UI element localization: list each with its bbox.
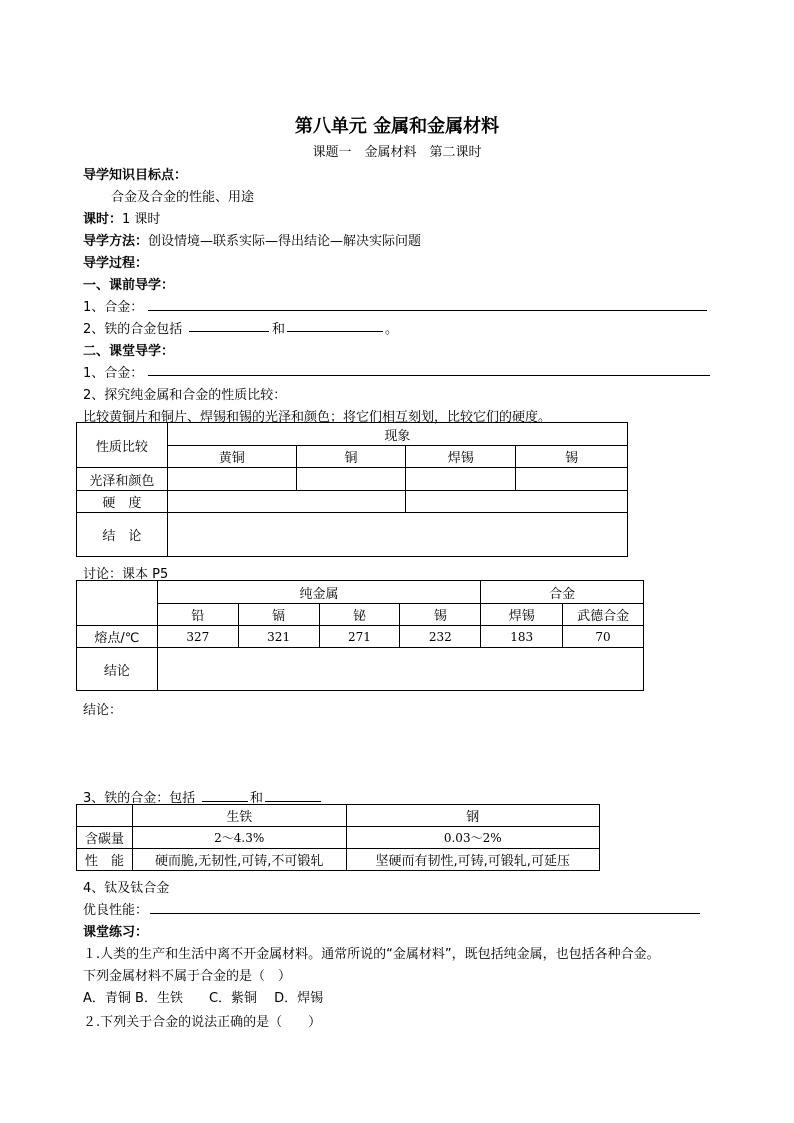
table2-row-label: 熔点/℃ xyxy=(77,626,158,648)
table3-value: 0.03～2% xyxy=(346,827,600,849)
table1-cell[interactable] xyxy=(406,491,628,513)
table2-corner xyxy=(77,581,158,626)
practice-q1-line1: １.人类的生产和生活中离不开金属材料。通常所说的“金属材料”，既包括纯金属，也包括各种合金。 xyxy=(83,947,660,962)
objectives-content: 合金及合金的性能、用途 xyxy=(111,190,255,205)
table3-value: 坚硬而有韧性,可铸,可锻轧,可延压 xyxy=(346,849,600,871)
page-subtitle: 课题一 金属材料 第二课时 xyxy=(312,145,482,160)
table1-conclusion-cell[interactable] xyxy=(167,513,627,557)
table2-metal-header: 镉 xyxy=(238,604,319,626)
page-title: 第八单元 金属和金属材料 xyxy=(294,116,500,137)
practice-q2: ２.下列关于合金的说法正确的是（ ） xyxy=(83,1015,322,1030)
table2-conclusion-label: 结论 xyxy=(77,648,158,691)
melting-point-table xyxy=(76,580,644,691)
table1-row-label: 结 论 xyxy=(77,513,168,557)
section1-q2-blank-1[interactable] xyxy=(189,331,269,332)
class-hours-label: 课时： xyxy=(83,212,123,227)
table1-corner: 性质比较 xyxy=(77,423,168,468)
table2-metal-header: 锡 xyxy=(400,604,481,626)
section1-q2-mid: 和 xyxy=(272,322,286,337)
section3-mid: 和 xyxy=(250,791,264,806)
table3-row-label: 性 能 xyxy=(77,849,133,871)
iron-alloy-table xyxy=(76,804,600,871)
table3-col-header: 生铁 xyxy=(132,805,346,827)
table1-group-header: 现象 xyxy=(167,423,627,446)
class-hours xyxy=(83,208,160,227)
table2-value: 271 xyxy=(319,626,400,648)
practice-q1-line2: 下列金属材料不属于合金的是（ ） xyxy=(83,969,292,984)
practice-q1-options: A．青铜 B．生铁 C．紫铜 D．焊锡 xyxy=(83,991,324,1006)
objectives-label: 导学知识目标点： xyxy=(83,168,188,183)
table1-cell[interactable] xyxy=(296,468,406,491)
section3-prefix: 3、铁的合金：包括 xyxy=(83,791,196,806)
table1-row-label: 光泽和颜色 xyxy=(77,468,168,491)
table2-metal-header: 铅 xyxy=(157,604,238,626)
property-comparison-table xyxy=(76,422,628,557)
section1-q1-blank[interactable] xyxy=(148,310,707,311)
table1-cell[interactable] xyxy=(406,468,516,491)
section1-heading: 一、课前导学： xyxy=(83,278,175,293)
section4-advantages-blank[interactable] xyxy=(150,913,700,914)
table1-cell[interactable] xyxy=(167,491,406,513)
table2-metal-header: 焊锡 xyxy=(481,604,563,626)
section2-q2-desc: 比较黄铜片和铜片、焊锡和锡的光泽和颜色；将它们相互刻划，比较它们的硬度。 xyxy=(83,410,552,425)
table3-col-header: 钢 xyxy=(346,805,600,827)
process-label: 导学过程： xyxy=(83,256,149,271)
table2-value: 232 xyxy=(400,626,481,648)
table3-row-label: 含碳量 xyxy=(77,827,133,849)
table2-value: 327 xyxy=(157,626,238,648)
conclusion-label: 结论： xyxy=(83,703,123,718)
table2-metal-header: 铋 xyxy=(319,604,400,626)
table1-col-header: 锡 xyxy=(516,446,628,468)
class-hours-value: 1 课时 xyxy=(122,212,161,227)
method-label: 导学方法： xyxy=(83,234,149,249)
table2-group-alloy: 合金 xyxy=(481,581,644,604)
section1-q2-end: 。 xyxy=(385,322,399,337)
table2-group-pure: 纯金属 xyxy=(157,581,480,604)
table2-metal-header: 武德合金 xyxy=(563,604,644,626)
table1-col-header: 黄铜 xyxy=(167,446,296,468)
method xyxy=(83,230,421,249)
table2-value: 70 xyxy=(563,626,644,648)
table1-cell[interactable] xyxy=(167,468,296,491)
section4-advantages-label: 优良性能： xyxy=(83,903,149,918)
section4-heading: 4、钛及钛合金 xyxy=(83,881,170,896)
section1-q2-prefix: 2、铁的合金包括 xyxy=(83,322,183,337)
table3-corner xyxy=(77,805,133,827)
section3-blank-1[interactable] xyxy=(202,801,248,802)
section3-blank-2[interactable] xyxy=(265,801,321,802)
practice-heading: 课堂练习： xyxy=(83,925,149,940)
section1-q1: 1、合金： xyxy=(83,300,144,315)
table2-value: 183 xyxy=(481,626,563,648)
discussion-label: 讨论：课本 P5 xyxy=(83,567,169,582)
table1-col-header: 焊锡 xyxy=(406,446,516,468)
section2-q2: 2、探究纯金属和合金的性质比较： xyxy=(83,388,287,403)
method-value: 创设情境—联系实际—得出结论—解决实际问题 xyxy=(148,234,422,249)
section1-q2-blank-2[interactable] xyxy=(287,331,383,332)
table3-value: 硬而脆,无韧性,可铸,不可锻轧 xyxy=(132,849,346,871)
section2-heading: 二、课堂导学： xyxy=(83,344,175,359)
table2-conclusion-cell[interactable] xyxy=(157,648,643,691)
table2-value: 321 xyxy=(238,626,319,648)
table3-value: 2～4.3% xyxy=(132,827,346,849)
section2-q1-blank[interactable] xyxy=(148,375,710,376)
table1-col-header: 铜 xyxy=(296,446,406,468)
section2-q1: 1、合金： xyxy=(83,366,144,381)
table1-row-label: 硬 度 xyxy=(77,491,168,513)
table1-cell[interactable] xyxy=(516,468,628,491)
